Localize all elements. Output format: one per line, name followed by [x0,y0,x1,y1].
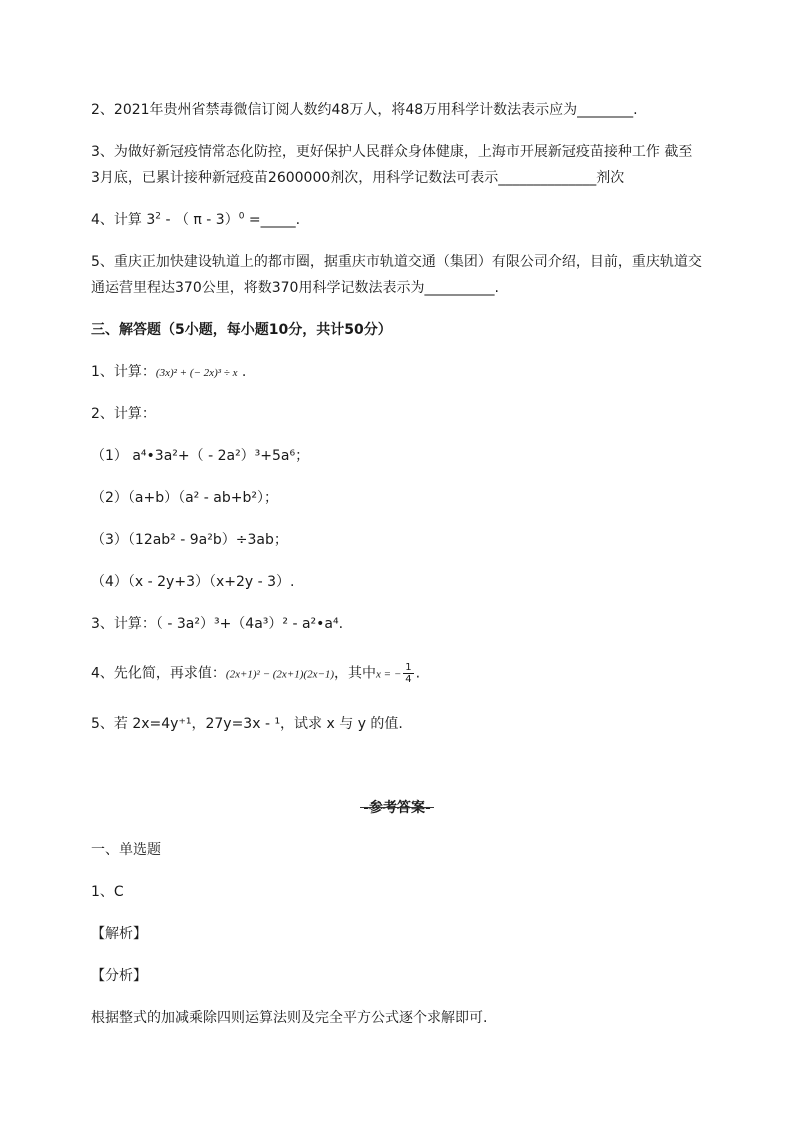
question-4 [91,210,300,230]
solve-q1-end: . [237,364,247,380]
solve-question-2-part-4: （4）（x - 2y+3）（x+2y - 3）. [91,574,295,590]
exponent: 0 [238,211,245,222]
solve-q1-prefix: 1、计算： [91,364,156,380]
answer-section-title: 一、单选题 [91,842,161,858]
question-5-line-2: 通运营里程达370公里，将数370用科学记数法表示为__________. [91,280,499,296]
answer-key-title [0,797,794,817]
solve-question-2-part-1: （1） a⁴•3a²+（ - 2a²）³+5a⁶； [91,448,310,464]
analysis-text: 根据整式的加减乘除四则运算法则及完全平方公式逐个求解即可. [91,1010,488,1026]
solve-q4-expression: (2x+1)² − (2x+1)(2x−1) [225,668,335,681]
solve-question-4 [91,662,420,685]
question-3-line-1: 3、为做好新冠疫情常态化防控，更好保护人民群众身体健康，上海市开展新冠疫苗接种工作 截至 [91,144,693,160]
solve-q4-end: . [415,665,421,682]
solve-q4-prefix: 4、先化简，再求值： [91,665,226,682]
solve-question-2-part-3: （3）（12ab² - 9a²b）÷3ab； [91,532,288,548]
analysis-label-2: 【分析】 [91,968,147,984]
fraction-denominator: 4 [405,674,412,685]
exponent: 2 [155,211,161,222]
section-3-title: 三、解答题（5小题，每小题10分，共计50分） [91,322,392,338]
question-2: 2、2021年贵州省禁毒微信订阅人数约48万人，将48万用科学计数法表示应为________. [91,102,638,118]
answer-item-1: 1、C [91,884,124,900]
solve-q4-mid: ，其中 [334,665,377,682]
fraction-numerator: 1 [405,662,412,673]
solve-question-5: 5、若 2x=4y⁺¹，27y=3x - ¹，试求 x 与 y 的值. [91,716,403,732]
solve-question-3: 3、计算：（ - 3a²）³+（4a³）² - a²•a⁴. [91,616,344,632]
solve-question-2: 2、计算： [91,406,156,422]
solve-question-1 [91,362,246,383]
answer-key-title-text: -参考答案- [363,797,431,817]
analysis-label: 【解析】 [91,926,147,942]
question-4-prefix: 4、计算 3 [91,212,156,228]
solve-q1-expression: (3x)² + (− 2x)³ ÷ x [155,367,238,379]
solve-q4-x: x = − [376,668,402,681]
question-4-mid: - （ π - 3） [161,212,239,228]
fraction [403,662,413,685]
solve-question-2-part-2: （2）（a+b）（a² - ab+b²）； [91,490,278,506]
question-5-line-1: 5、重庆正加快建设轨道上的都市圈，据重庆市轨道交通（集团）有限公司介绍，目前，重庆轨道交 [91,254,702,270]
question-3-line-2: 3月底，已累计接种新冠疫苗2600000剂次，用科学记数法可表示______________剂次 [91,170,625,186]
question-4-end: =_____. [244,212,301,228]
